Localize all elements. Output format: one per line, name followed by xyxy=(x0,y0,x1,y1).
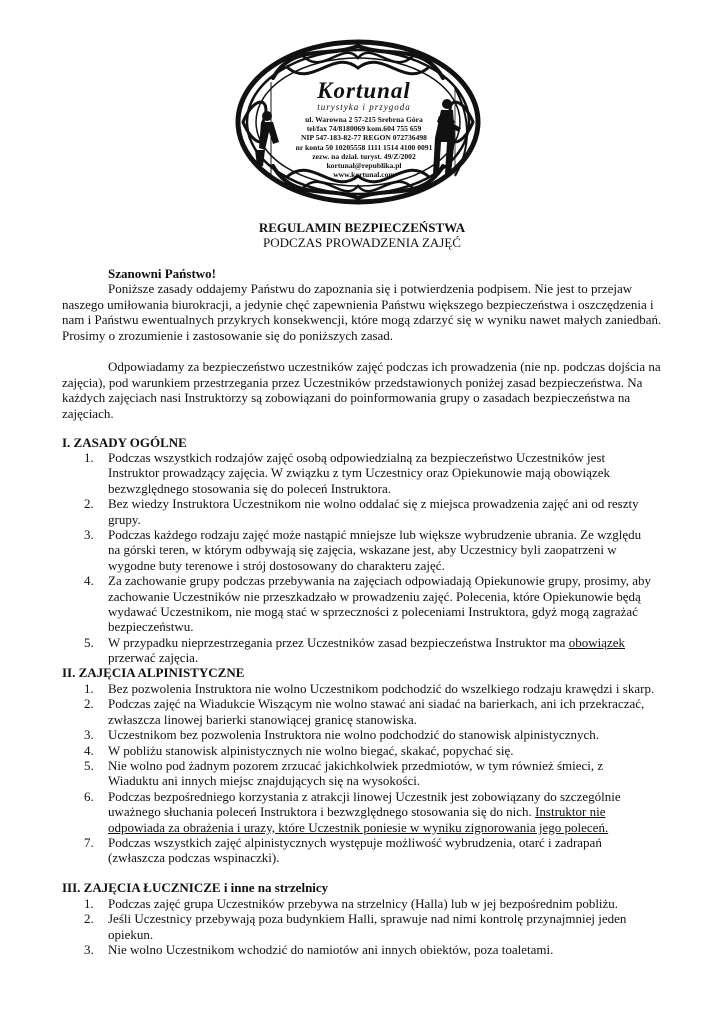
rule-text: Uczestnikom bez pozwolenia Instruktora nie wolno podchodzić do stanowisk alpinistycznych. xyxy=(108,727,599,743)
rule-text: Nie wolno pod żadnym pozorem zrzucać jakichkolwiek przedmiotów, w tym również śmieci, z Wiaduktu ani innych miejsc znajdujących się na wysokości. xyxy=(108,758,604,789)
rule-number: 2. xyxy=(84,911,94,927)
rule-item xyxy=(84,727,656,743)
section-heading: II. ZAJĘCIA ALPINISTYCZNE xyxy=(62,665,245,680)
rule-underlined-text: obowiązek xyxy=(568,634,625,650)
rule-text: W pobliżu stanowisk alpinistycznych nie wolno biegać, skakać, popychać się. xyxy=(108,742,514,758)
rule-number: 1. xyxy=(84,450,94,465)
contact-line: NIP 547-183-82-77 REGON 072736498 xyxy=(301,133,427,143)
rule-text: Bez pozwolenia Instruktora nie wolno Uczestnikom podchodzić do wszelkiego rodzaju krawędzi i skarp. xyxy=(108,681,655,696)
contact-line: kortunal@republika.pl xyxy=(326,161,402,171)
rule-number: 5. xyxy=(84,758,94,774)
rule-item xyxy=(84,911,656,942)
rule-number: 2. xyxy=(84,496,94,512)
rule-item xyxy=(84,942,656,958)
rule-item xyxy=(84,527,656,573)
rule-item xyxy=(84,496,656,527)
rule-item xyxy=(84,758,656,789)
rule-text: Jeśli Uczestnicy przebywają poza budynkiem Halli, sprawuje nad nimi kontrolę przynajmniej jeden opiekun. xyxy=(108,911,627,942)
contact-line: zezw. na dział. turyst. 49/Z/2002 xyxy=(312,151,416,161)
rule-item xyxy=(84,573,656,635)
contact-line: www.kortunal.com xyxy=(333,170,395,180)
rule-item xyxy=(84,835,656,866)
brand-tagline: turystyka i przygoda xyxy=(317,102,411,112)
rule-text: Podczas wszystkich zajęć alpinistycznych występuje możliwość wybrudzenia, otarć i zadrapań (zwłaszcza podczas wspinaczki). xyxy=(108,835,602,866)
rule-number: 5. xyxy=(84,634,94,650)
intro-paragraph: Poniższe zasady oddajemy Państwu do zapoznania się i potwierdzenia podpisem. Nie jest to przejaw naszego umiłowania biurokracji, a jedynie chęć zapewnienia Państwu większego bezpieczeństwa i oszczędzenia i nam i Państwu ewentualnych przykrych konsekwencji, które mogą zdarzyć się w wyniku nawet małych zaniedbań. Prosimy o zrozumienie i zastosowanie się do poniższych zasad. xyxy=(62,281,662,343)
rule-text: Podczas każdego rodzaju zajęć może nastąpić mniejsze lub większe wybrudzenie ubrania. Ze względu na górski teren, w którym odbywają się zajęcia, wskazane jest, aby Uczestnicy byli zaopatrzeni w wygodne buty terenowe i strój dostosowany do charakteru zajęć. xyxy=(108,527,642,573)
rules-list xyxy=(84,896,656,958)
document-title: REGULAMIN BEZPIECZEŃSTWA xyxy=(258,220,466,235)
rule-text: Za zachowanie grupy podczas przebywania na zajęciach odpowiadają Opiekunowie grupy, prosimy, aby zachowanie Uczestników nie przeszkadzało w prowadzeniu zajęć. Polecenia, które Opiekunowie będą wydawać Uczestnikom, nie mogą stać w sprzeczności z poleceniami Instruktora, gdyż mogą zagrażać bezpieczeństwu. xyxy=(108,573,652,635)
rule-underlined-text: Instruktor nie odpowiada za obrażenia i urazy, które Uczestnik poniesie w wyniku zignorowania jego poleceń. xyxy=(108,804,609,835)
rule-number: 7. xyxy=(84,835,94,851)
rule-item xyxy=(84,634,656,666)
rule-number: 1. xyxy=(84,896,94,911)
section-heading: I. ZASADY OGÓLNE xyxy=(62,435,187,450)
rule-item xyxy=(84,896,656,911)
rule-text: Podczas zajęć grupa Uczestników przebywa na strzelnicy (Halla) lub w jej bezpośrednim pobliżu. xyxy=(108,896,619,911)
rule-text: Podczas bezpośredniego korzystania z atrakcji linowej Uczestnik jest zobowiązany do szczególnie uważnego słuchania poleceń Instruktora i bezwzględnego stosowania się do nich. xyxy=(108,788,621,820)
rule-number: 3. xyxy=(84,942,94,958)
rule-text: W przypadku nieprzestrzegania przez Uczestników zasad bezpieczeństwa Instruktor ma xyxy=(108,634,569,650)
rule-number: 2. xyxy=(84,696,94,712)
rule-number: 3. xyxy=(84,527,94,543)
rule-text: Bez wiedzy Instruktora Uczestnikom nie wolno oddalać się z miejsca prowadzenia zajęć ani od reszty grupy. xyxy=(108,496,639,527)
rule-item xyxy=(84,742,656,758)
intro-paragraph: Odpowiadamy za bezpieczeństwo uczestników zajęć podczas ich prowadzenia (nie np. podczas dojścia na zajęcia), pod warunkiem przestrzegania przez Uczestników przedstawionych poniżej zasad bezpieczeństwa. Na każdych zajęciach nasi Instruktorzy są zobowiązani do poinformowania grupy o zasadach bezpieczeństwa na zajęciach. xyxy=(62,359,661,421)
rule-number: 6. xyxy=(84,788,94,804)
document-subtitle: PODCZAS PROWADZENIA ZAJĘĆ xyxy=(263,235,461,250)
rule-number: 4. xyxy=(84,742,94,758)
rules-list xyxy=(84,450,656,666)
brand-name: Kortunal xyxy=(317,78,411,103)
rule-item xyxy=(84,681,656,696)
rule-text: Nie wolno Uczestnikom wchodzić do namiotów ani innych obiektów, poza toaletami. xyxy=(108,942,554,958)
rule-item xyxy=(84,450,656,496)
letterhead-text xyxy=(288,80,440,179)
rule-text-after: przerwać zajęcia. xyxy=(108,650,199,666)
contact-line: tel/fax 74/8180069 kom.604 755 659 xyxy=(306,124,422,134)
rule-number: 1. xyxy=(84,681,94,696)
contact-line: nr konta 50 10205558 1111 1514 4100 0091 xyxy=(295,142,433,152)
rule-number: 3. xyxy=(84,727,94,743)
rule-text: Podczas zajęć na Wiadukcie Wiszącym nie wolno stawać ani siadać na barierkach, ani ich przekraczać, zwłaszcza linowej barierki stanowiącej granicę stanowiska. xyxy=(108,696,645,727)
contact-line: ul. Warowna 2 57-215 Srebrna Góra xyxy=(305,115,423,124)
rule-number: 4. xyxy=(84,573,94,589)
rules-list xyxy=(84,681,656,866)
rule-item xyxy=(84,788,656,835)
section-heading: III. ZAJĘCIA ŁUCZNICZE i inne na strzelnicy xyxy=(62,880,329,895)
rule-item xyxy=(84,696,656,727)
greeting: Szanowni Państwo! xyxy=(108,266,216,281)
rule-text: Podczas wszystkich rodzajów zajęć osobą odpowiedzialną za bezpieczeństwo Uczestników jest Instruktor prowadzący zajęcia. W związku z tym Uczestnicy oraz Opiekunowie mają obowiązek bezwzględnego stosowania się do poleceń Instruktora. xyxy=(108,450,610,496)
